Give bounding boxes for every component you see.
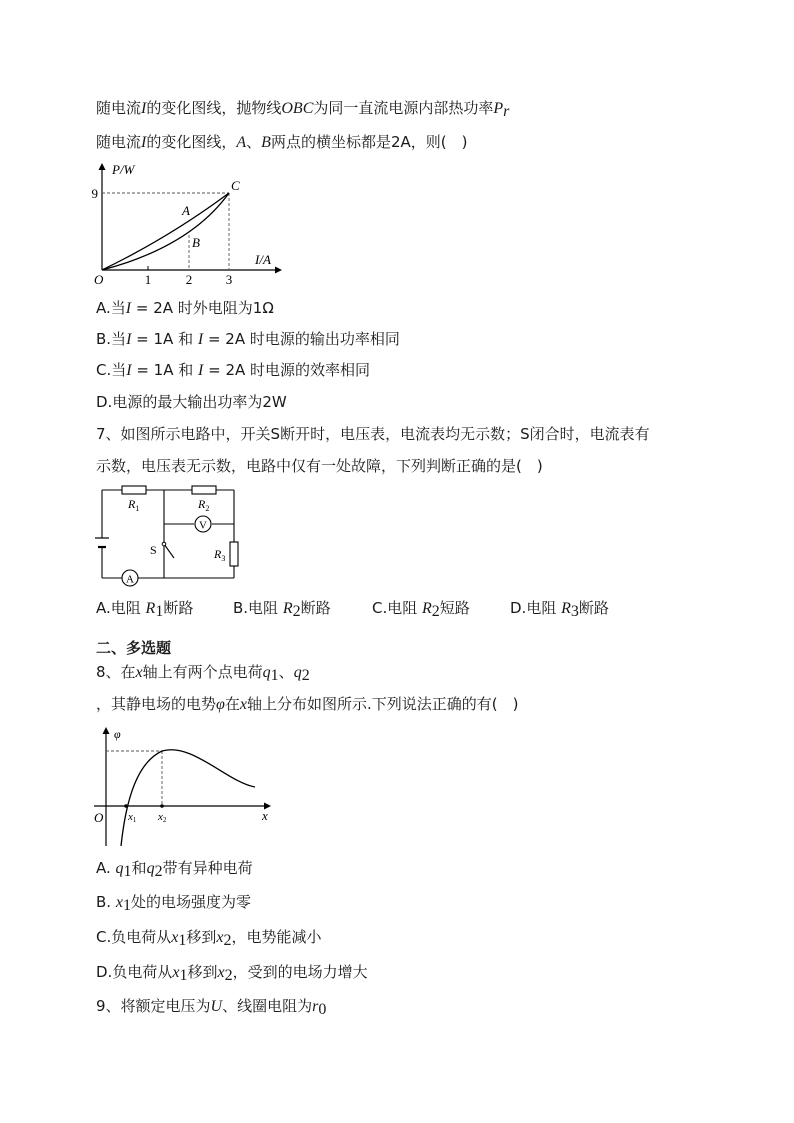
power-current-graph	[90, 158, 290, 290]
q6-intro-line1: 随电流I的变化图线，抛物线OBC为同一直流电源内部热功率$P_r$	[96, 99, 510, 120]
q9-stem: 9、将额定电压为U、线圈电阻为$r_0$	[96, 997, 327, 1018]
curve-OBC	[102, 193, 229, 270]
x1-tick: x1	[128, 811, 137, 824]
potential-curve	[121, 750, 255, 846]
point-C-label: C	[231, 178, 240, 193]
q6-option-c: C.当I = 1A 和 I = 2A 时电源的效率相同	[96, 361, 371, 379]
origin-label: O	[94, 272, 104, 287]
q6-option-b: B.当I = 1A 和 I = 2A 时电源的输出功率相同	[96, 330, 400, 348]
q6-option-a: A.当I = 2A 时外电阻为1Ω	[96, 299, 274, 317]
y-axis-label: P/W	[112, 162, 135, 177]
q8-stem-line2: ，其静电场的电势φ在x轴上分布如图所示.下列说法正确的有( )	[96, 695, 519, 713]
x2-tick: x2	[158, 811, 167, 824]
svg-text:V: V	[199, 519, 207, 532]
q8-option-b: B. $x_1$处的电场强度为零	[96, 893, 251, 914]
x-tick-2: 2	[185, 272, 193, 287]
y-tick-9: 9	[91, 186, 98, 201]
x-axis-label: I/A	[255, 252, 271, 267]
point-B-label: B	[192, 235, 200, 250]
q8-option-c: C.负电荷从$x_1$移到$x_2$，电势能减小	[96, 928, 322, 949]
r1-label: $R_1$	[128, 497, 140, 513]
x-tick-1: 1	[144, 272, 152, 287]
q7-stem-line1: 7、如图所示电路中，开关S断开时，电压表，电流表均无示数；S闭合时，电流表有	[96, 425, 650, 443]
q7-stem-line2: 示数，电压表无示数，电路中仅有一处故障，下列判断正确的是( )	[96, 457, 543, 475]
svg-text:A: A	[126, 573, 134, 586]
point-A-label: A	[182, 203, 190, 218]
curve-OAC	[102, 193, 229, 270]
switch-blade	[164, 544, 174, 558]
origin-label-2: O	[94, 810, 104, 825]
r2-label: $R_2$	[198, 497, 210, 513]
q7-option-a: A.电阻 $R_1$断路	[96, 599, 194, 620]
section-heading: 二、多选题	[96, 639, 172, 657]
q7-option-c: C.电阻 $R_2$短路	[372, 599, 470, 620]
q7-option-b: B.电阻 $R_2$断路	[233, 599, 331, 620]
q8-option-a: A. $q_1$和$q_2$带有异种电荷	[96, 859, 253, 880]
q7-option-d: D.电阻 $R_3$断路	[510, 599, 609, 620]
potential-graph	[92, 724, 278, 848]
q8-stem-line1: 8、在x轴上有两个点电荷$q_1$、$q_2$	[96, 663, 310, 684]
q6-intro-line2: 随电流I的变化图线，A、B两点的横坐标都是2A，则( )	[96, 133, 468, 151]
x-tick-3: 3	[225, 272, 233, 287]
resistor-r1	[122, 486, 146, 494]
q6-option-d: D.电源的最大输出功率为2W	[96, 393, 287, 411]
x-axis-label-2: x	[262, 808, 268, 823]
phi-axis-label: φ	[114, 727, 121, 741]
resistor-r3	[230, 542, 238, 566]
q8-option-d: D.负电荷从$x_1$移到$x_2$，受到的电场力增大	[96, 963, 368, 984]
r3-label: $R_3$	[214, 547, 226, 563]
resistor-r2	[192, 486, 216, 494]
switch-label: S	[150, 543, 157, 557]
circuit-diagram	[94, 484, 244, 588]
